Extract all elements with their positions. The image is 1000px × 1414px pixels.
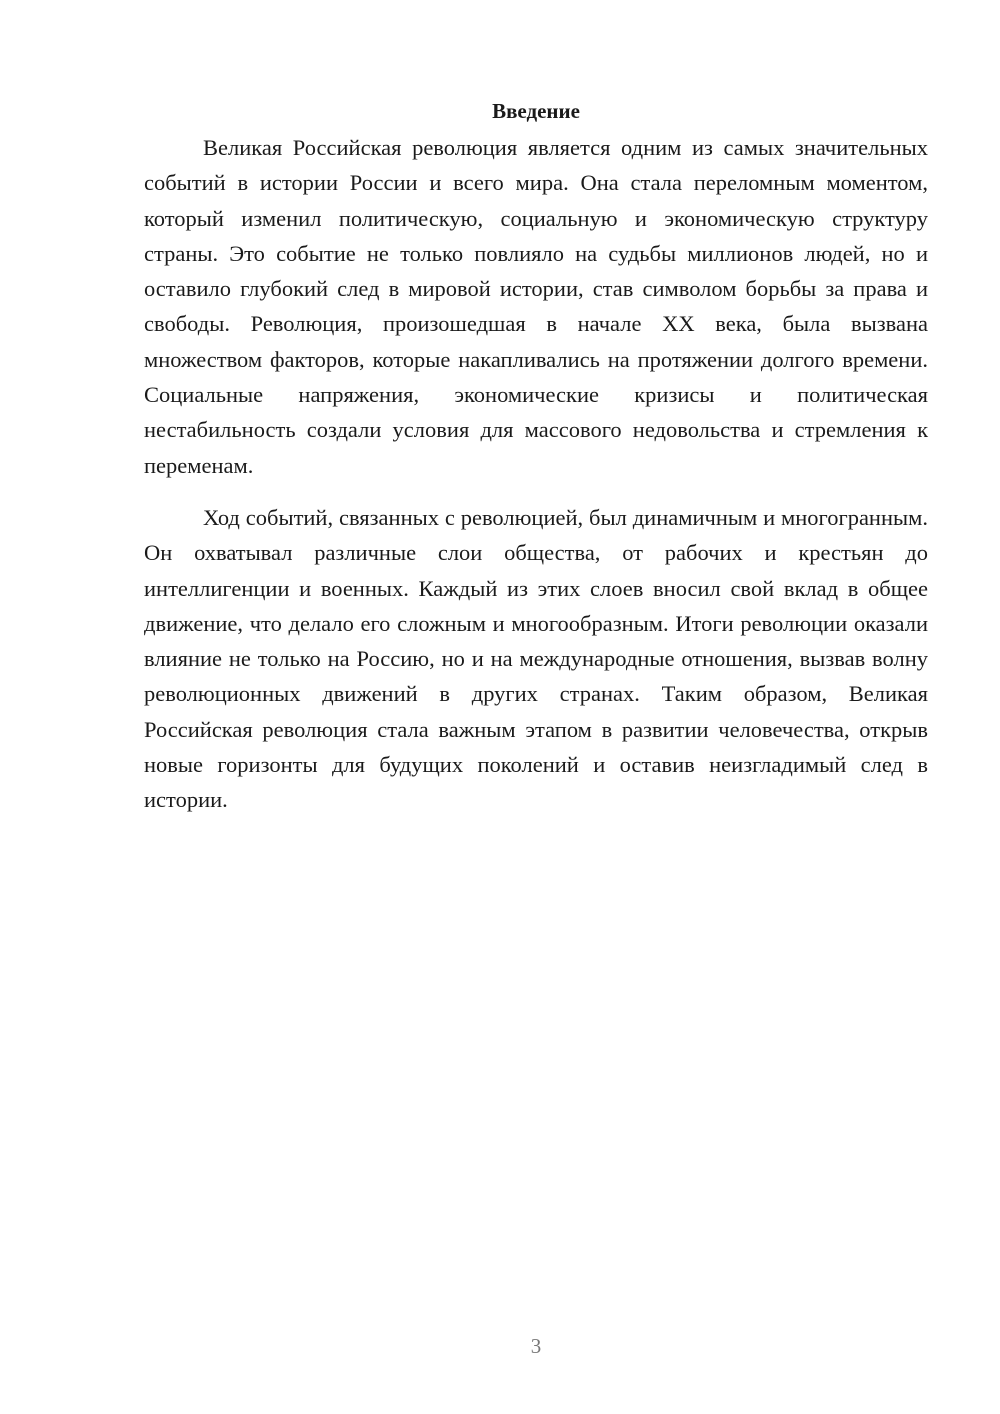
paragraph-2: Ход событий, связанных с революцией, был динамичным и многогранным. Он охватывал различные слои общества, от рабочих и крестьян до интеллигенции и военных. Каждый из этих слоев вносил свой вклад в общее движение, что делало его сложным и многообразным. Итоги революции оказали влияние не только на Россию, но и на международные отношения, вызвав волну революционных движений в других странах. Таким образом, Великая Российская революция стала важным этапом в развитии человечества, открыв новые горизонты для будущих поколений и оставив неизгладимый след в истории. <box>144 504 928 813</box>
page-content <box>144 96 928 818</box>
page-number: 3 <box>530 1334 542 1358</box>
section-heading: Введение <box>492 99 580 123</box>
paragraph-1: Великая Российская революция является одним из самых значительных событий в истории России и всего мира. Она стала переломным моментом, который изменил политическую, социальную и экономическую структуру страны. Это событие не только повлияло на судьбы миллионов людей, но и оставило глубокий след в мировой истории, став символом борьбы за права и свободы. Революция, произошедшая в начале XX века, была вызвана множеством факторов, которые накапливались на протяжении долгого времени. Социальные напряжения, экономические кризисы и политическая нестабильность создали условия для массового недовольства и стремления к переменам. <box>144 135 928 478</box>
